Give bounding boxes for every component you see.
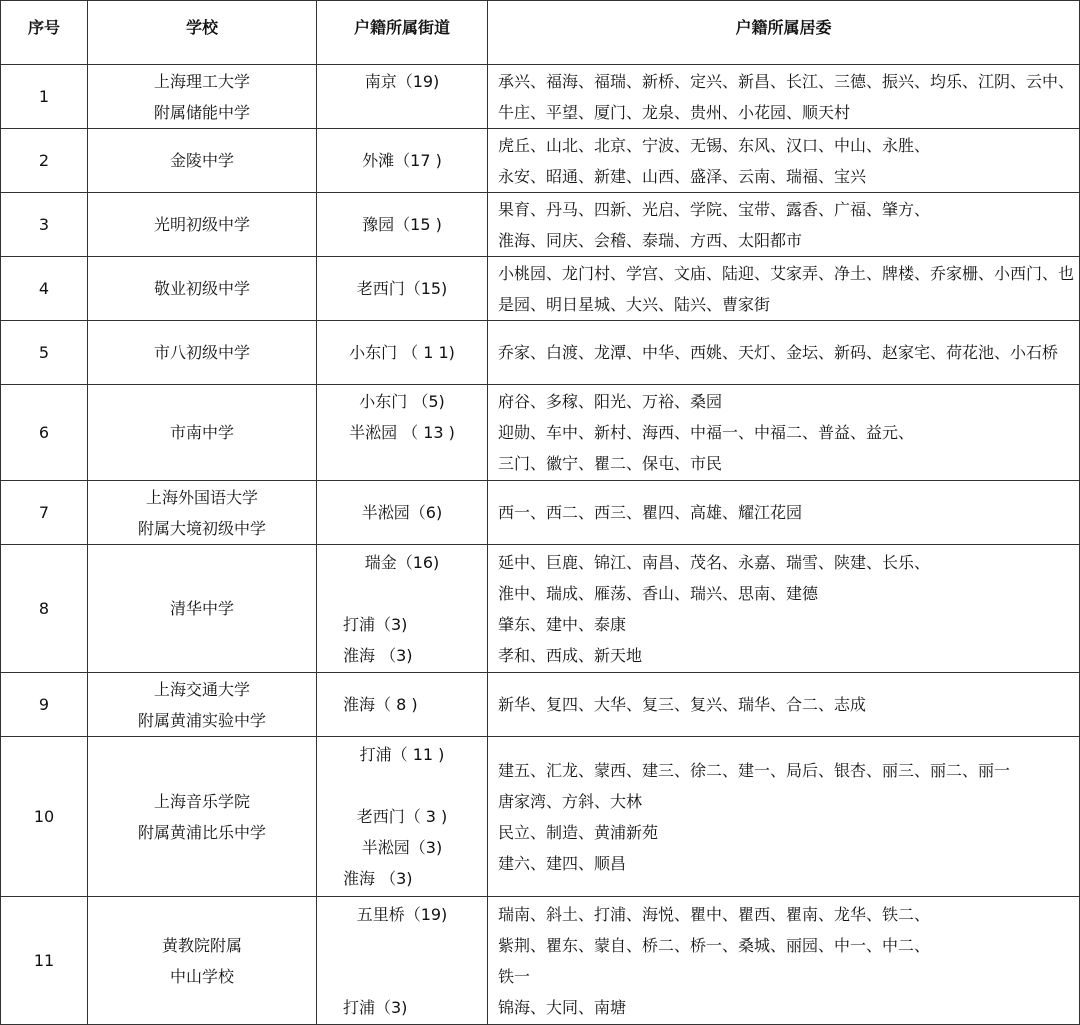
committee-line: 孝和、西成、新天地 <box>498 645 643 665</box>
committee-line: 乔家、白渡、龙潭、中华、西姚、天灯、金坛、新码、赵家宅、荷花池、小石桥 <box>498 343 1059 362</box>
street-entry: 老西门（ 3 ) <box>356 807 448 826</box>
committee-line: 迎勋、车中、新村、海西、中福一、中福二、普益、益元、 <box>498 423 915 442</box>
table-body <box>1 65 1080 1025</box>
street-entry: 瑞金（16) <box>364 552 440 572</box>
committee-line: 果育、丹马、四新、光启、学院、宝带、露香、广福、肇方、 <box>498 199 931 219</box>
row-number: 1 <box>1 65 88 129</box>
table-row <box>1 673 1080 737</box>
street-entry: 打浦（3) <box>343 997 408 1017</box>
school-name-line: 市南中学 <box>169 423 234 442</box>
committee-line: 锦海、大同、南塘 <box>498 997 627 1017</box>
table-row <box>1 545 1080 673</box>
school-name-line: 清华中学 <box>169 599 234 618</box>
street-entry: 打浦（ 11 ) <box>359 745 445 764</box>
table-row <box>1 65 1080 129</box>
committee-line: 紫荆、瞿东、蒙自、桥二、桥一、桑城、丽园、中一、中二、 <box>498 935 931 955</box>
row-number: 10 <box>1 737 88 897</box>
header-committee: 户籍所属居委 <box>488 1 1080 65</box>
street-entry: 半淞园（3) <box>361 838 443 857</box>
school-cell <box>88 321 317 385</box>
street-cell <box>317 321 488 385</box>
row-number: 5 <box>1 321 88 385</box>
committee-cell <box>488 65 1080 129</box>
committee-line: 铁一 <box>498 966 531 986</box>
school-cell <box>88 385 317 481</box>
street-entry: 五里桥（19) <box>356 904 448 924</box>
committee-line: 小桃园、龙门村、学宫、文庙、陆迎、艾家弄、净土、牌楼、乔家栅、小西门、也是园、明日星城、大兴、陆兴、曹家街 <box>498 263 1075 314</box>
street-entry <box>317 97 487 128</box>
school-cell <box>88 65 317 129</box>
committee-line: 建五、汇龙、蒙西、建三、徐二、建一、局后、银杏、丽三、丽二、丽一 <box>498 760 1011 780</box>
street-cell <box>317 673 488 737</box>
committee-line: 承兴、福海、福瑞、新桥、定兴、新昌、长江、三德、振兴、均乐、江阴、云中、牛庄、平望、厦门、龙泉、贵州、小花园、顺天村 <box>498 71 1075 122</box>
street-entry: 打浦（3) <box>343 614 408 634</box>
school-name-line: 附属储能中学 <box>153 102 250 122</box>
street-entry <box>317 578 487 609</box>
committee-cell <box>488 193 1080 257</box>
row-number: 11 <box>1 897 88 1025</box>
street-cell <box>317 257 488 321</box>
street-cell <box>317 129 488 193</box>
committee-line: 肇东、建中、泰康 <box>498 614 627 634</box>
street-cell <box>317 545 488 673</box>
street-entry: 南京（19) <box>364 71 440 91</box>
street-entry: 老西门（15) <box>356 279 448 298</box>
committee-cell <box>488 737 1080 897</box>
street-entry: 淮海 （3) <box>343 645 413 665</box>
street-entry: 淮海（ 8 ) <box>343 695 418 714</box>
school-cell <box>88 897 317 1025</box>
row-number: 7 <box>1 481 88 545</box>
school-name-line: 上海外国语大学 <box>145 487 258 507</box>
street-entry: 小东门 （5) <box>359 392 445 411</box>
school-cell <box>88 545 317 673</box>
committee-cell <box>488 321 1080 385</box>
committee-line: 唐家湾、方斜、大林 <box>498 791 643 811</box>
school-cell <box>88 193 317 257</box>
school-name-line: 上海理工大学 <box>153 71 250 91</box>
committee-cell <box>488 385 1080 481</box>
school-name-line: 上海交通大学 <box>153 679 250 699</box>
committee-line: 府谷、多稼、阳光、万裕、桑园 <box>498 392 723 411</box>
committee-cell <box>488 129 1080 193</box>
header-street: 户籍所属街道 <box>317 1 488 65</box>
row-number: 8 <box>1 545 88 673</box>
school-name-line: 附属黄浦比乐中学 <box>137 822 266 842</box>
table-row <box>1 193 1080 257</box>
school-cell <box>88 673 317 737</box>
school-name-line: 黄教院附属 <box>161 935 242 955</box>
table-row <box>1 257 1080 321</box>
street-cell <box>317 385 488 481</box>
row-number: 4 <box>1 257 88 321</box>
street-entry <box>317 770 487 801</box>
school-name-line: 光明初级中学 <box>153 215 250 234</box>
table-row <box>1 737 1080 897</box>
street-cell <box>317 481 488 545</box>
committee-line: 淮海、同庆、会稽、泰瑞、方西、太阳都市 <box>498 230 803 250</box>
row-number: 9 <box>1 673 88 737</box>
header-number: 序号 <box>1 1 88 65</box>
committee-line: 永安、昭通、新建、山西、盛泽、云南、瑞福、宝兴 <box>498 166 867 186</box>
street-cell <box>317 193 488 257</box>
committee-line: 瑞南、斜土、打浦、海悦、瞿中、瞿西、瞿南、龙华、铁二、 <box>498 904 931 924</box>
street-cell <box>317 737 488 897</box>
street-cell <box>317 897 488 1025</box>
header-row <box>1 1 1080 65</box>
table-row <box>1 129 1080 193</box>
committee-line: 建六、建四、顺昌 <box>498 853 627 873</box>
school-name-line: 市八初级中学 <box>153 343 250 362</box>
school-name-line: 中山学校 <box>169 966 234 986</box>
street-entry: 小东门 （ 1 1) <box>349 343 455 362</box>
header-school: 学校 <box>88 1 317 65</box>
street-entry <box>317 930 487 961</box>
school-name-line: 附属黄浦实验中学 <box>137 710 266 730</box>
street-cell <box>317 65 488 129</box>
committee-line: 三门、徽宁、瞿二、保屯、市民 <box>498 454 723 473</box>
table-row <box>1 897 1080 1025</box>
school-name-line: 附属大境初级中学 <box>137 518 266 538</box>
street-entry: 外滩（17 ) <box>362 151 442 170</box>
committee-cell <box>488 545 1080 673</box>
street-entry: 半淞园 （ 13 ) <box>349 423 455 442</box>
street-entry: 半淞园（6) <box>361 503 443 522</box>
committee-line: 民立、制造、黄浦新苑 <box>498 822 659 842</box>
table-row <box>1 321 1080 385</box>
committee-line: 延中、巨鹿、锦江、南昌、茂名、永嘉、瑞雪、陕建、长乐、 <box>498 552 931 572</box>
committee-cell <box>488 673 1080 737</box>
street-entry <box>317 448 487 479</box>
committee-cell <box>488 481 1080 545</box>
table-row <box>1 481 1080 545</box>
committee-line: 淮中、瑞成、雁荡、香山、瑞兴、思南、建德 <box>498 583 819 603</box>
committee-line: 新华、复四、大华、复三、复兴、瑞华、合二、志成 <box>498 695 867 714</box>
school-name-line: 金陵中学 <box>169 151 234 170</box>
street-entry: 淮海 （3) <box>343 869 413 888</box>
school-cell <box>88 257 317 321</box>
row-number: 2 <box>1 129 88 193</box>
school-cell <box>88 129 317 193</box>
committee-cell <box>488 257 1080 321</box>
school-name-line: 上海音乐学院 <box>153 791 250 811</box>
committee-line: 西一、西二、西三、瞿四、高雄、耀江花园 <box>498 503 803 522</box>
committee-cell <box>488 897 1080 1025</box>
street-entry: 豫园（15 ) <box>362 215 442 234</box>
school-name-line: 敬业初级中学 <box>153 279 250 298</box>
school-cell <box>88 737 317 897</box>
committee-line: 虎丘、山北、北京、宁波、无锡、东风、汉口、中山、永胜、 <box>498 135 931 155</box>
row-number: 3 <box>1 193 88 257</box>
table-row <box>1 385 1080 481</box>
street-entry <box>317 961 487 992</box>
school-cell <box>88 481 317 545</box>
row-number: 6 <box>1 385 88 481</box>
